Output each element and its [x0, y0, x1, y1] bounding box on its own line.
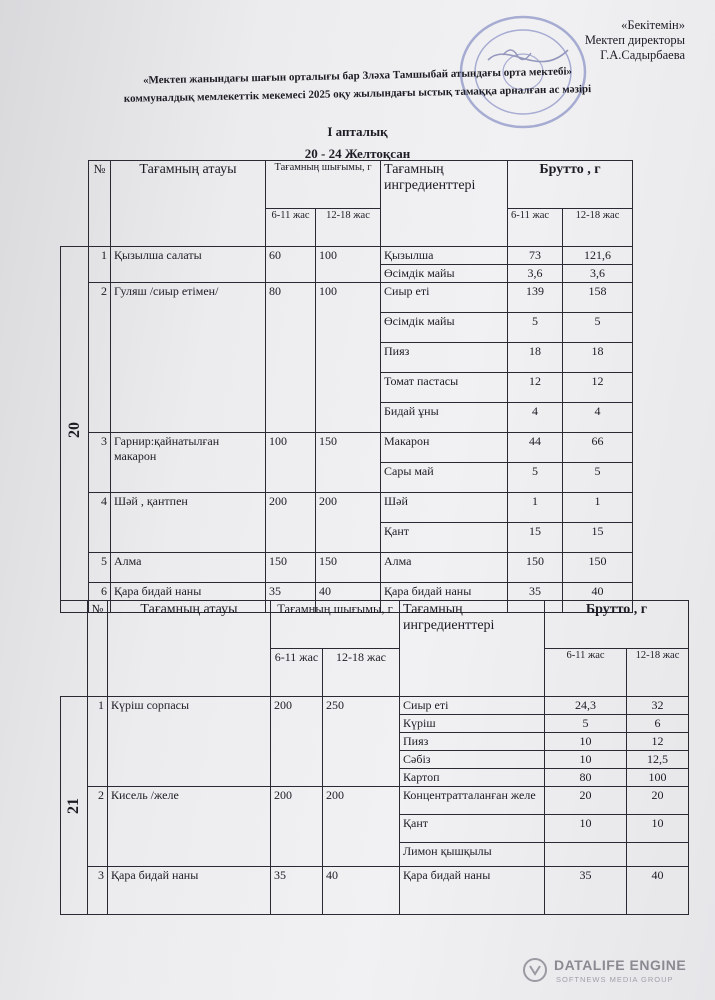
dish-output-6-11: 60: [266, 247, 316, 283]
ingredient-name: Алма: [381, 553, 508, 583]
brutto-12-18: 40: [627, 867, 689, 915]
dish-name: Қара бидай наны: [111, 583, 266, 613]
brutto-12-18: 121,6: [563, 247, 633, 265]
ingredient-name: Лимон қышқылы: [400, 843, 545, 867]
dish-name: Кисель /желе: [108, 787, 271, 867]
ingredient-name: Сары май: [381, 463, 508, 493]
header-brutto-age-6-11: 6-11 жас: [545, 649, 627, 697]
dish-name: Гарнир:қайнатылған макарон: [111, 433, 266, 493]
approval-title: «Бекітемін»: [621, 18, 685, 32]
dish-output-6-11: 35: [266, 583, 316, 613]
date-range: 20 - 24 Желтоқсан: [304, 146, 411, 161]
dish-name: Қара бидай наны: [108, 867, 271, 915]
dish-number: 4: [89, 493, 111, 553]
dish-output-12-18: 40: [316, 583, 381, 613]
menu-table-day-21: [60, 600, 689, 915]
header-output-age-12-18: 12-18 жас: [316, 209, 381, 247]
brutto-12-18: 150: [563, 553, 633, 583]
table-row: [61, 247, 633, 265]
dish-output-12-18: 40: [323, 867, 400, 915]
dish-output-6-11: 35: [271, 867, 323, 915]
brutto-12-18: 20: [627, 787, 689, 815]
day-label: 21: [65, 797, 82, 814]
brutto-12-18: 6: [627, 715, 689, 733]
menu-table-day-20: [60, 160, 633, 613]
day-label-cell: [61, 697, 88, 915]
brutto-6-11: 73: [508, 247, 563, 265]
brutto-6-11: 15: [508, 523, 563, 553]
header-dish-name: Тағамның атауы: [111, 161, 266, 247]
brutto-12-18: 10: [627, 815, 689, 843]
approval-position: Мектеп директоры: [584, 33, 685, 47]
header-brutto-age-12-18: 12-18 жас: [563, 209, 633, 247]
header-number: №: [89, 161, 111, 247]
dish-output-6-11: 80: [266, 283, 316, 433]
brutto-12-18: 15: [563, 523, 633, 553]
ingredient-name: Шәй: [381, 493, 508, 523]
dish-output-6-11: 100: [266, 433, 316, 493]
day-label: 20: [65, 421, 83, 438]
header-number: №: [88, 601, 108, 697]
dish-name: Күріш сорпасы: [108, 697, 271, 787]
brutto-12-18: 18: [563, 343, 633, 373]
dish-output-12-18: 250: [323, 697, 400, 787]
brutto-6-11: 10: [545, 733, 627, 751]
table-row: [61, 433, 633, 463]
header-output-age-6-11: 6-11 жас: [266, 209, 316, 247]
dish-output-12-18: 150: [316, 433, 381, 493]
dish-number: 1: [88, 697, 108, 787]
day-label-cell: [61, 247, 89, 613]
ingredient-name: Қант: [381, 523, 508, 553]
brutto-6-11: [545, 843, 627, 867]
brutto-6-11: 5: [508, 313, 563, 343]
dish-output-6-11: 150: [266, 553, 316, 583]
brutto-12-18: 5: [563, 463, 633, 493]
dish-number: 1: [89, 247, 111, 283]
dish-name: Шәй , қантпен: [111, 493, 266, 553]
brutto-12-18: 12,5: [627, 751, 689, 769]
brutto-6-11: 1: [508, 493, 563, 523]
brutto-6-11: 10: [545, 815, 627, 843]
dish-output-6-11: 200: [271, 787, 323, 867]
dish-number: 2: [88, 787, 108, 867]
ingredient-name: Концентратталанған желе: [400, 787, 545, 815]
header-corner: [61, 601, 88, 697]
dish-output-12-18: 200: [316, 493, 381, 553]
table-row: [61, 787, 689, 815]
ingredient-name: Сиыр еті: [400, 697, 545, 715]
brutto-12-18: 158: [563, 283, 633, 313]
brutto-6-11: 4: [508, 403, 563, 433]
ingredient-name: Қант: [400, 815, 545, 843]
ingredient-name: Сәбіз: [400, 751, 545, 769]
dish-number: 3: [88, 867, 108, 915]
ingredient-name: Сиыр еті: [381, 283, 508, 313]
table-row: [61, 493, 633, 523]
ingredient-name: Қызылша: [381, 247, 508, 265]
header-ingredients: Тағамның ингредиенттері: [381, 161, 508, 247]
ingredient-name: Бидай ұны: [381, 403, 508, 433]
dish-output-6-11: 200: [271, 697, 323, 787]
brutto-12-18: 12: [627, 733, 689, 751]
ingredient-name: Қара бидай наны: [400, 867, 545, 915]
brutto-12-18: 40: [563, 583, 633, 613]
menu-title: коммуналдық мемлекеттік мекемесі 2025 оқу жылындағы ыстық тамаққа арналған ас мәзірі: [123, 83, 592, 105]
watermark-name: DATALIFE ENGINE: [554, 957, 687, 973]
header-corner: [61, 161, 89, 247]
approval-block: [585, 18, 685, 63]
brutto-6-11: 44: [508, 433, 563, 463]
brutto-6-11: 5: [508, 463, 563, 493]
ingredient-name: Өсімдік майы: [381, 313, 508, 343]
brutto-6-11: 5: [545, 715, 627, 733]
header-output-age-12-18: 12-18 жас: [323, 649, 400, 697]
dish-number: 2: [89, 283, 111, 433]
brutto-6-11: 139: [508, 283, 563, 313]
brutto-12-18: 1: [563, 493, 633, 523]
brutto-6-11: 20: [545, 787, 627, 815]
ingredient-name: Өсімдік майы: [381, 265, 508, 283]
brutto-6-11: 35: [508, 583, 563, 613]
ingredient-name: Томат пастасы: [381, 373, 508, 403]
week-label: І апталық: [327, 124, 388, 139]
datalife-logo-icon: [522, 957, 548, 983]
header-brutto-age-12-18: 12-18 жас: [627, 649, 689, 697]
brutto-6-11: 3,6: [508, 265, 563, 283]
school-name: «Мектеп жанындағы шағын орталығы бар Зләха Тамшыбай атындағы орта мектебі»: [142, 65, 573, 87]
table-row: [61, 867, 689, 915]
ingredient-name: Пияз: [381, 343, 508, 373]
brutto-6-11: 80: [545, 769, 627, 787]
header-output: Тағамның шығымы, г: [266, 161, 381, 209]
brutto-6-11: 35: [545, 867, 627, 915]
dish-number: 5: [89, 553, 111, 583]
dish-output-12-18: 150: [316, 553, 381, 583]
dish-name: Алма: [111, 553, 266, 583]
dish-number: 6: [89, 583, 111, 613]
ingredient-name: Күріш: [400, 715, 545, 733]
brutto-12-18: 12: [563, 373, 633, 403]
brutto-12-18: 100: [627, 769, 689, 787]
dish-number: 3: [89, 433, 111, 493]
table-row: [61, 697, 689, 715]
table-row: [61, 283, 633, 313]
dish-output-12-18: 200: [323, 787, 400, 867]
brutto-12-18: 32: [627, 697, 689, 715]
dish-output-12-18: 100: [316, 247, 381, 283]
brutto-6-11: 10: [545, 751, 627, 769]
watermark: [522, 955, 697, 991]
brutto-12-18: 3,6: [563, 265, 633, 283]
brutto-6-11: 12: [508, 373, 563, 403]
ingredient-name: Макарон: [381, 433, 508, 463]
dish-output-12-18: 100: [316, 283, 381, 433]
brutto-6-11: 18: [508, 343, 563, 373]
dish-output-6-11: 200: [266, 493, 316, 553]
ingredient-name: Картоп: [400, 769, 545, 787]
ingredient-name: Қара бидай наны: [381, 583, 508, 613]
brutto-12-18: 5: [563, 313, 633, 343]
header-output: Тағамның шығымы, г: [271, 601, 400, 649]
brutto-12-18: 4: [563, 403, 633, 433]
brutto-12-18: 66: [563, 433, 633, 463]
header-ingredients: Тағамның ингредиенттері: [400, 601, 545, 697]
ingredient-name: Пияз: [400, 733, 545, 751]
brutto-12-18: [627, 843, 689, 867]
dish-name: Қызылша салаты: [111, 247, 266, 283]
brutto-6-11: 24,3: [545, 697, 627, 715]
table-row: [61, 553, 633, 583]
header-brutto: Брутто , г: [508, 161, 633, 209]
watermark-subtitle: SOFTNEWS MEDIA GROUP: [556, 975, 674, 984]
header-brutto-age-6-11: 6-11 жас: [508, 209, 563, 247]
header-dish-name: Тағамның атауы: [108, 601, 271, 697]
header-output-age-6-11: 6-11 жас: [271, 649, 323, 697]
brutto-6-11: 150: [508, 553, 563, 583]
approval-name: Г.А.Садырбаева: [600, 48, 685, 62]
dish-name: Гуляш /сиыр етімен/: [111, 283, 266, 433]
header-brutto: Брутто , г: [545, 601, 689, 649]
